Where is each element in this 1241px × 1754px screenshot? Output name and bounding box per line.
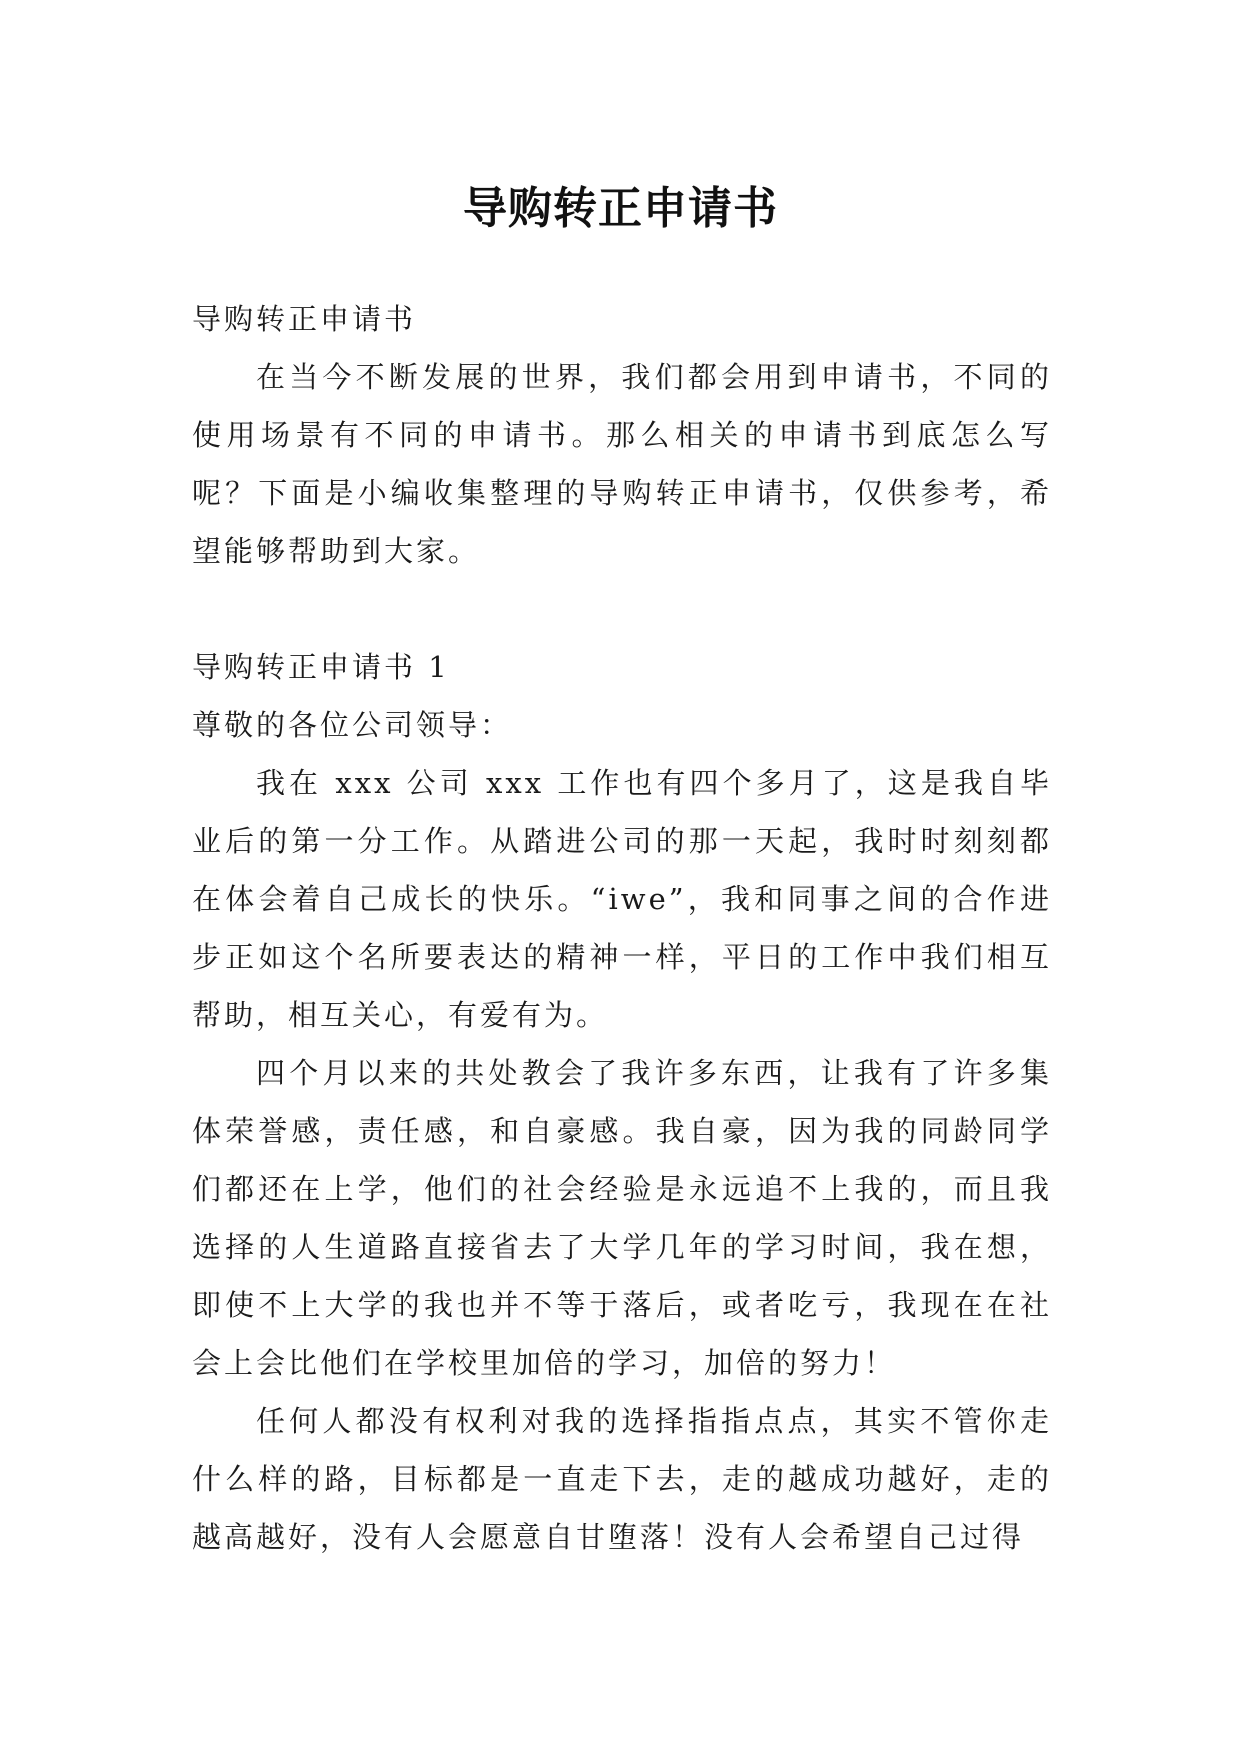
paragraph-spacer: [192, 580, 1052, 638]
document-title: 导购转正申请书: [463, 183, 778, 235]
intro-paragraph: 在当今不断发展的世界，我们都会用到申请书，不同的使用场景有不同的申请书。那么相关的申请书到底怎么写呢？下面是小编收集整理的导购转正申请书，仅供参考，希望能够帮助到大家。: [192, 360, 1052, 568]
salutation: 尊敬的各位公司领导：: [192, 708, 513, 742]
body-paragraph: 四个月以来的共处教会了我许多东西，让我有了许多集体荣誉感，责任感，和自豪感。我自豪，因为我的同龄同学们都还在上学，他们的社会经验是永远追不上我的，而且我选择的人生道路直接省去了大学几年的学习时间，我在想，即使不上大学的我也并不等于落后，或者吃亏，我现在在社会上会比他们在学校里加倍的学习，加倍的努力！: [192, 1056, 1052, 1380]
body-paragraph: 任何人都没有权利对我的选择指指点点，其实不管你走什么样的路，目标都是一直走下去，走的越成功越好，走的越高越好，没有人会愿意自甘堕落！没有人会希望自己过得: [192, 1404, 1052, 1554]
document-subtitle: 导购转正申请书: [192, 302, 417, 336]
body-paragraph: 我在 xxx 公司 xxx 工作也有四个多月了，这是我自毕业后的第一分工作。从踏进公司的那一天起，我时时刻刻都在体会着自己成长的快乐。“iwe”，我和同事之间的合作进步正如这个名所要表达的精神一样，平日的工作中我们相互帮助，相互关心，有爱有为。: [192, 766, 1052, 1032]
document-body: [192, 290, 1052, 1566]
section-heading: 导购转正申请书 1: [192, 650, 450, 684]
